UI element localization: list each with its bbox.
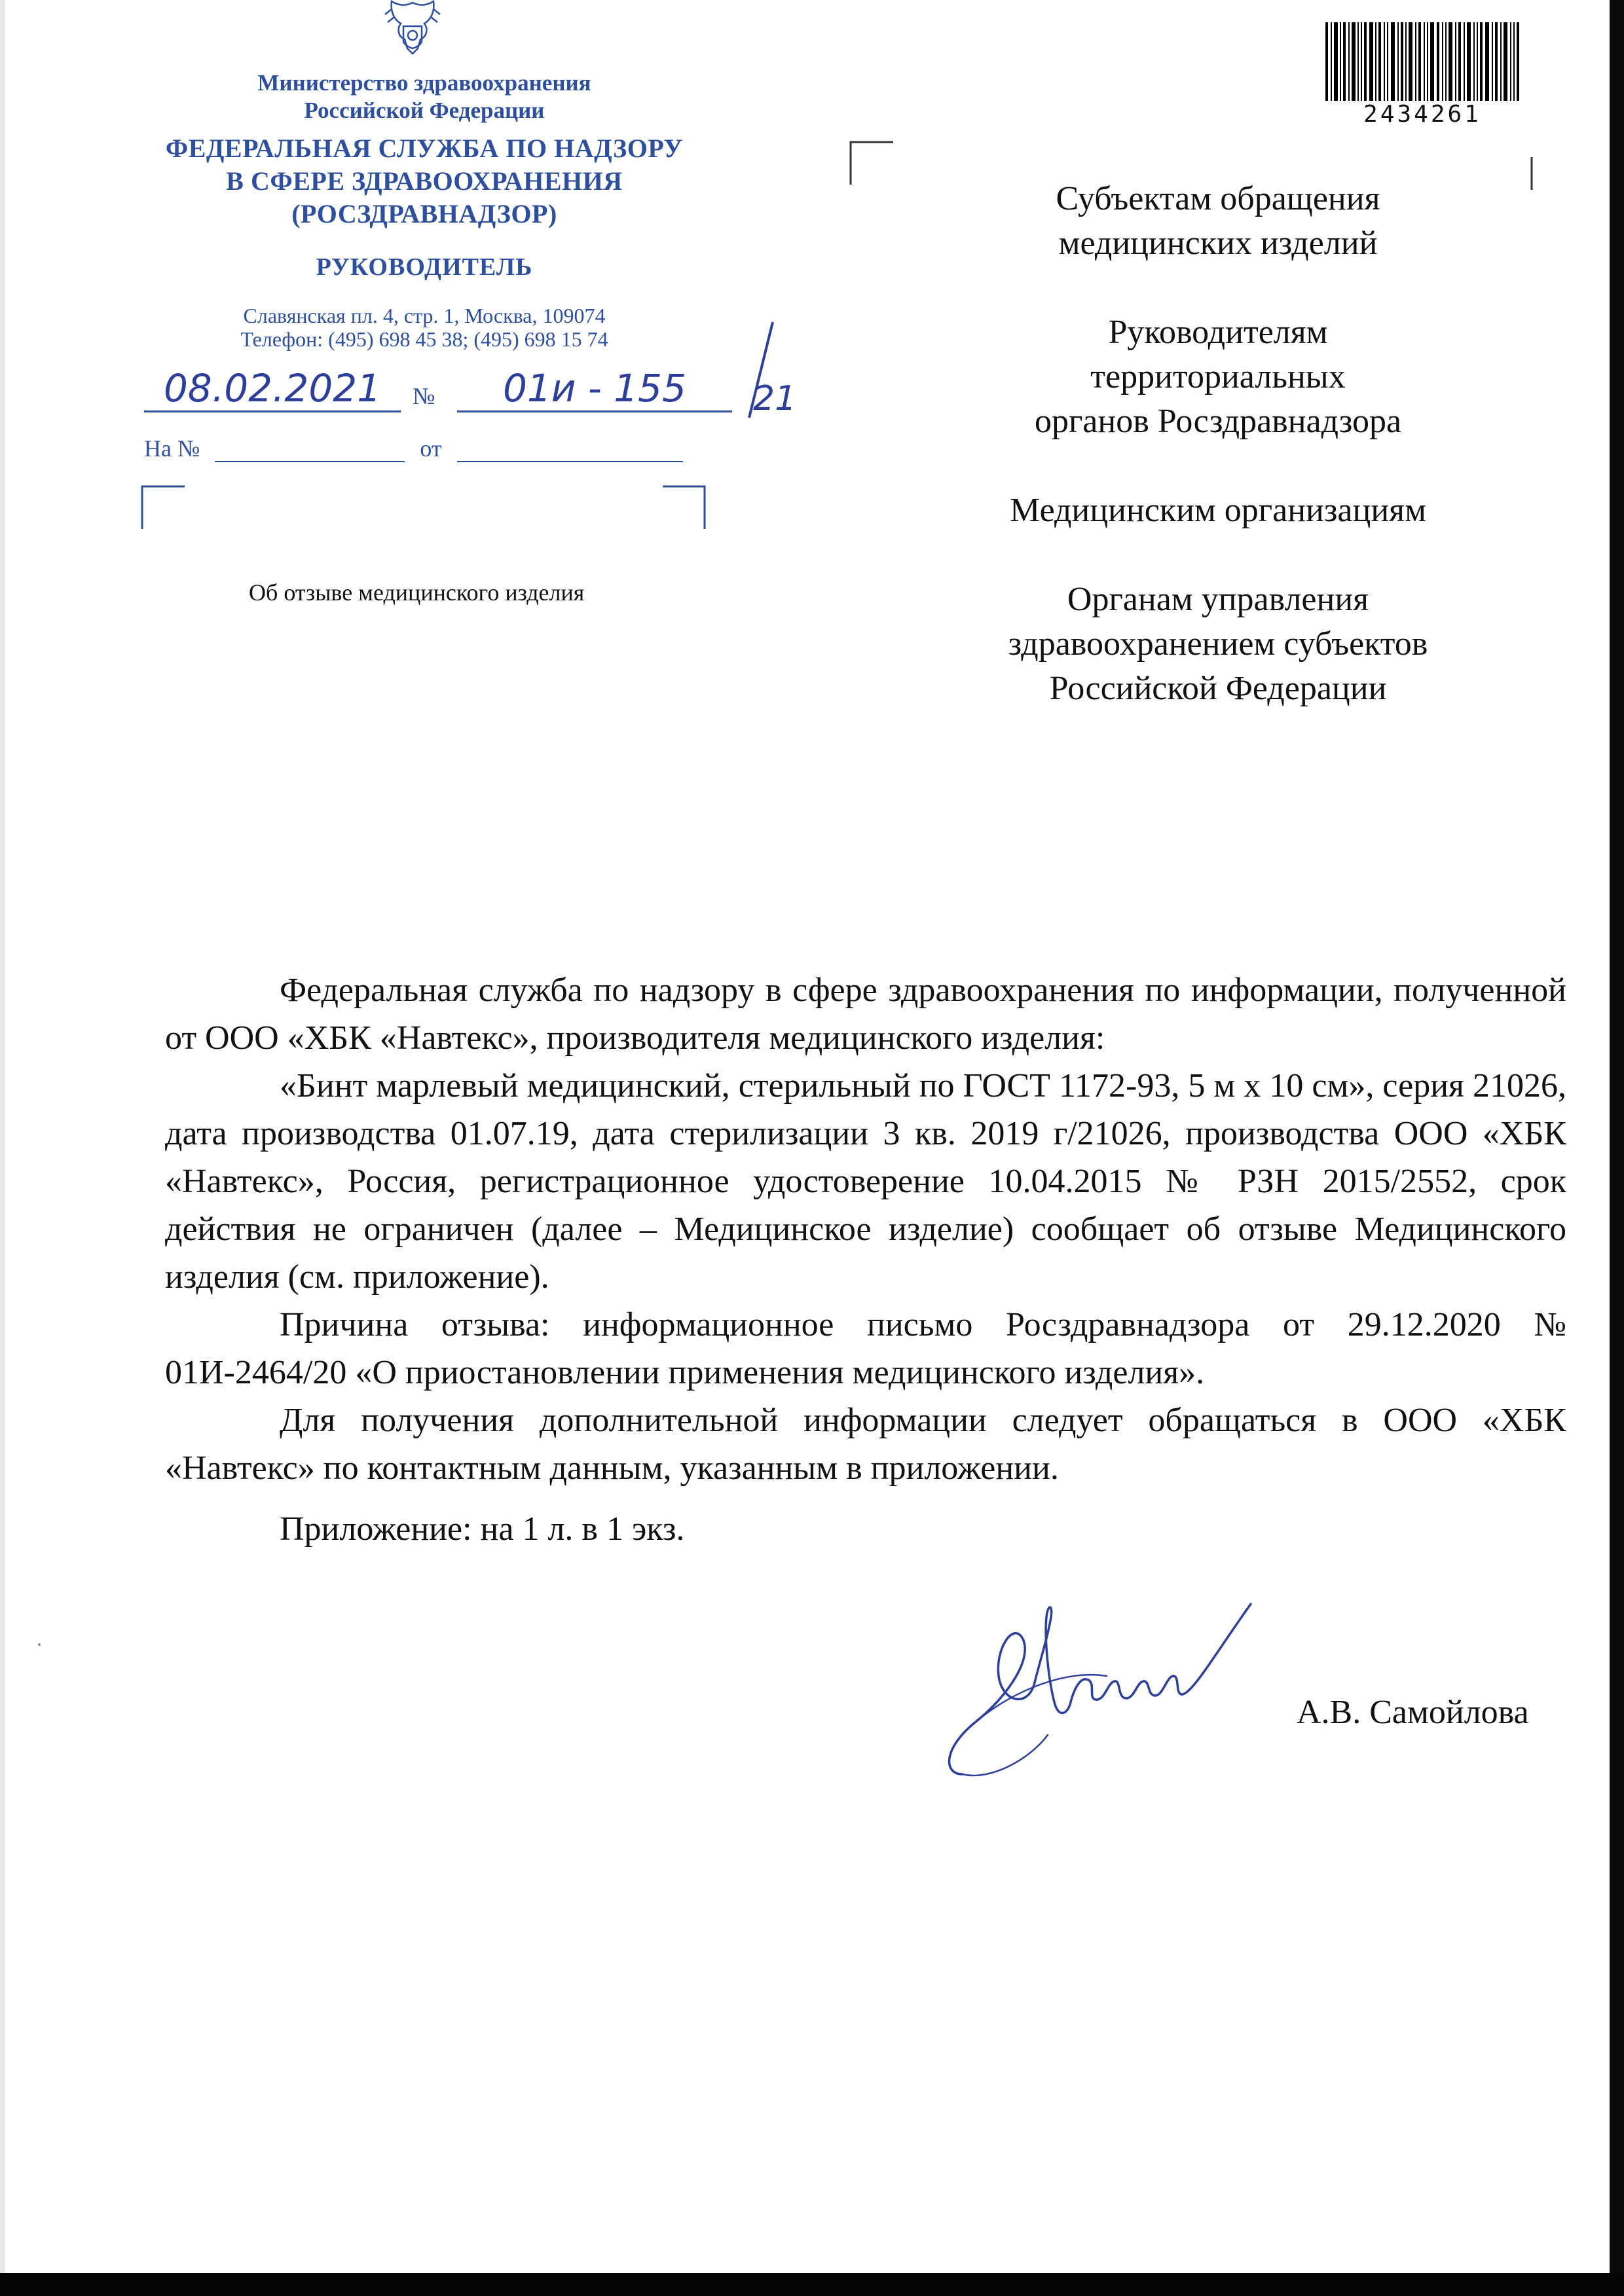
recipient-line: здравоохранением субъектов: [1008, 625, 1428, 663]
subject-corner-mark-right: [661, 484, 707, 530]
number-suffix-mark: [743, 318, 797, 423]
recipient-line: Субъектам обращения: [1056, 180, 1380, 217]
address-corner-mark-right: [1528, 157, 1535, 190]
service-line-1: ФЕДЕРАЛЬНАЯ СЛУЖБА ПО НАДЗОРУ: [165, 134, 684, 163]
scan-edge-bottom: [0, 2273, 1624, 2296]
contact-block: [130, 304, 719, 351]
recipients-block: [950, 177, 1486, 756]
coat-of-arms-emblem-icon: [378, 0, 447, 56]
address: Славянская пл. 4, стр. 1, Москва, 109074: [243, 304, 606, 327]
registration-number: 01и - 155: [457, 366, 732, 412]
registration-line: [144, 366, 797, 419]
recipient-line: органов Росздравнадзора: [1034, 403, 1402, 440]
recipient-line: Руководителям: [1108, 314, 1328, 351]
in-reply-date-blank: [457, 441, 683, 462]
recipient-line: Органам управления: [1067, 581, 1369, 618]
recipient-line: территориальных: [1090, 358, 1346, 395]
scan-edge-left: [0, 0, 5, 2296]
service-line-3: (РОСЗДРАВНАДЗОР): [291, 199, 557, 228]
barcode-number: 2434261: [1363, 101, 1481, 128]
in-reply-number-blank: [215, 441, 405, 462]
attachment-note: Приложение: на 1 л. в 1 экз.: [280, 1510, 685, 1548]
phone: Телефон: (495) 698 45 38; (495) 698 15 74: [240, 327, 608, 351]
service-line-2: В СФЕРЕ ЗДРАВООХРАНЕНИЯ: [226, 166, 623, 196]
letter-subject: Об отзыве медицинского изделия: [249, 579, 585, 606]
in-reply-line: [144, 435, 683, 462]
service-name: [130, 132, 719, 230]
body-paragraph-2: «Бинт марлевый медицинский, стерильный по ГОСТ 1172-93, 5 м х 10 см», серия 21026, дата производства 01.07.19, дата стерилизации 3 кв. 2019 г/21026, производства ООО «ХБК «Навтекс», Россия, регистрационное удостоверение 10.04.2015 № РЗН 2015/2552, срок действия не ограничен (далее – Медицинское изделие) сообщает об отзыве Медицинского изделия (см. приложение).: [165, 1067, 1566, 1296]
recipient-line: медицинских изделий: [1058, 225, 1378, 262]
position-title: РУКОВОДИТЕЛЬ: [316, 253, 533, 281]
recipient-line: Российской Федерации: [1049, 670, 1387, 707]
address-corner-mark-left: [849, 140, 895, 186]
handwritten-signature: [936, 1578, 1316, 1787]
barcode: [1325, 22, 1519, 101]
ministry-line-1: Министерство здравоохранения: [257, 70, 591, 96]
ministry-name: [130, 69, 719, 124]
recipient-group: [950, 177, 1486, 266]
registration-date: 08.02.2021: [144, 366, 401, 412]
scan-edge-right: [1610, 0, 1624, 2296]
recipient-line: Медицинским организациям: [1010, 492, 1426, 529]
recipient-group: [950, 488, 1486, 533]
body-paragraph-4: Для получения дополнительной информации следует обращаться в ООО «ХБК «Навтекс» по контактным данным, указанным в приложении.: [165, 1402, 1566, 1487]
in-reply-label: На №: [144, 435, 200, 462]
ministry-line-2: Российской Федерации: [304, 98, 545, 123]
number-sign: №: [413, 383, 435, 409]
body-paragraph-1: Федеральная служба по надзору в сфере здравоохранения по информации, полученной от ООО «ХБК «Навтекс», производителя медицинского изделия:: [165, 972, 1566, 1057]
scan-speck: [38, 1643, 41, 1646]
subject-corner-mark-left: [140, 484, 186, 530]
from-label: от: [420, 435, 442, 462]
recipient-group: [950, 577, 1486, 711]
body-paragraph-3: Причина отзыва: информационное письмо Росздравнадзора от 29.12.2020 № 01И-2464/20 «О приостановлении применения медицинского изделия».: [165, 1306, 1566, 1391]
letter-body: [165, 966, 1566, 1492]
registration-number-suffix: 21: [753, 379, 797, 418]
recipient-group: [950, 310, 1486, 444]
signer-name: А.В. Самойлова: [1297, 1694, 1529, 1731]
